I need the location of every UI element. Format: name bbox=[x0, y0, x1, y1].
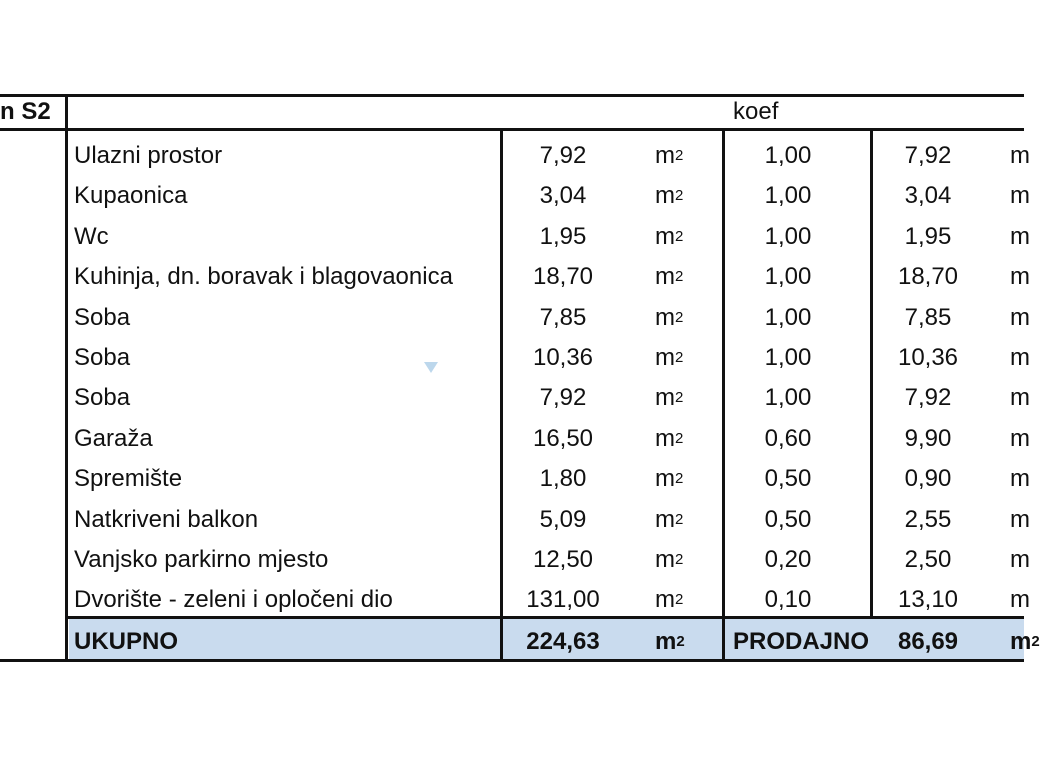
row-name: Ulazni prostor bbox=[74, 142, 223, 169]
row-net: 18,70 bbox=[897, 263, 959, 290]
row-koef: 1,00 bbox=[764, 263, 812, 290]
border-koef-col bbox=[722, 130, 725, 662]
border-bottom bbox=[0, 659, 1024, 662]
row-area: 16,50 bbox=[532, 425, 594, 452]
row-unit-1: $m^2$ bbox=[655, 425, 684, 452]
row-name: Dvorište - zeleni i opločeni dio bbox=[74, 586, 393, 613]
row-net: 1,95 bbox=[904, 223, 952, 250]
row-unit-1: $m^2$ bbox=[655, 384, 684, 411]
row-koef: 0,10 bbox=[764, 586, 812, 613]
row-area: 131,00 bbox=[526, 586, 600, 613]
row-unit-1: $m^2$ bbox=[655, 142, 684, 169]
row-unit-2: m bbox=[1010, 425, 1030, 452]
border-top bbox=[0, 94, 1024, 97]
border-net-col bbox=[870, 130, 873, 618]
row-unit-2: m bbox=[1010, 223, 1030, 250]
total-prodajno-value: 86,69 bbox=[897, 628, 959, 655]
row-unit-2: m bbox=[1010, 263, 1030, 290]
row-koef: 1,00 bbox=[764, 384, 812, 411]
row-name: Soba bbox=[74, 344, 131, 371]
row-area: 18,70 bbox=[532, 263, 594, 290]
row-unit-1: $m^2$ bbox=[655, 223, 684, 250]
row-net: 7,92 bbox=[904, 384, 952, 411]
row-name: Spremište bbox=[74, 465, 183, 492]
row-area: 7,92 bbox=[539, 142, 587, 169]
row-net: 13,10 bbox=[897, 586, 959, 613]
row-unit-2: m bbox=[1010, 586, 1030, 613]
row-net: 3,04 bbox=[904, 182, 952, 209]
row-koef: 0,50 bbox=[764, 465, 812, 492]
row-area: 10,36 bbox=[532, 344, 594, 371]
row-name: Vanjsko parkirno mjesto bbox=[74, 546, 329, 573]
total-prodajno-label: PRODAJNO bbox=[733, 628, 870, 655]
total-unit-1: $m^2$ bbox=[655, 628, 685, 655]
row-unit-2: m bbox=[1010, 304, 1030, 331]
row-net: 9,90 bbox=[904, 425, 952, 452]
row-koef: 1,00 bbox=[764, 223, 812, 250]
border-area-col bbox=[500, 130, 503, 662]
row-unit-2: m bbox=[1010, 142, 1030, 169]
row-koef: 0,60 bbox=[764, 425, 812, 452]
area-table bbox=[0, 94, 1040, 662]
row-net: 10,36 bbox=[897, 344, 959, 371]
row-unit-1: $m^2$ bbox=[655, 546, 684, 573]
row-koef: 1,00 bbox=[764, 142, 812, 169]
row-area: 7,85 bbox=[539, 304, 587, 331]
row-area: 5,09 bbox=[539, 506, 587, 533]
row-name: Kuhinja, dn. boravak i blagovaonica bbox=[74, 263, 453, 290]
row-unit-1: $m^2$ bbox=[655, 506, 684, 533]
row-koef: 0,50 bbox=[764, 506, 812, 533]
row-unit-1: $m^2$ bbox=[655, 586, 684, 613]
row-name: Soba bbox=[74, 304, 131, 331]
row-unit-2: m bbox=[1010, 546, 1030, 573]
row-unit-2: m bbox=[1010, 506, 1030, 533]
row-name: Kupaonica bbox=[74, 182, 188, 209]
row-name: Soba bbox=[74, 384, 131, 411]
row-net: 7,85 bbox=[904, 304, 952, 331]
row-net: 2,55 bbox=[904, 506, 952, 533]
border-left-col bbox=[65, 94, 68, 662]
total-ukupno-value: 224,63 bbox=[526, 628, 600, 655]
border-total-top bbox=[66, 616, 1024, 619]
row-unit-2: m bbox=[1010, 182, 1030, 209]
row-unit-1: $m^2$ bbox=[655, 344, 684, 371]
row-koef: 1,00 bbox=[764, 182, 812, 209]
row-name: Wc bbox=[74, 223, 109, 250]
row-koef: 1,00 bbox=[764, 344, 812, 371]
row-net: 0,90 bbox=[904, 465, 952, 492]
row-area: 1,95 bbox=[539, 223, 587, 250]
total-unit-2: $m^2$ bbox=[1010, 628, 1040, 655]
row-unit-1: $m^2$ bbox=[655, 263, 684, 290]
total-ukupno-label: UKUPNO bbox=[74, 628, 179, 655]
header-koef-label: koef bbox=[733, 98, 779, 125]
row-name: Garaža bbox=[74, 425, 153, 452]
row-unit-2: m bbox=[1010, 384, 1030, 411]
row-koef: 0,20 bbox=[764, 546, 812, 573]
row-area: 12,50 bbox=[532, 546, 594, 573]
row-unit-1: $m^2$ bbox=[655, 465, 684, 492]
row-net: 7,92 bbox=[904, 142, 952, 169]
row-unit-1: $m^2$ bbox=[655, 182, 684, 209]
row-net: 2,50 bbox=[904, 546, 952, 573]
row-unit-2: m bbox=[1010, 344, 1030, 371]
row-unit-1: $m^2$ bbox=[655, 304, 684, 331]
row-area: 7,92 bbox=[539, 384, 587, 411]
row-koef: 1,00 bbox=[764, 304, 812, 331]
row-name: Natkriveni balkon bbox=[74, 506, 259, 533]
watermark-triangle-icon bbox=[424, 362, 438, 373]
row-unit-2: m bbox=[1010, 465, 1030, 492]
header-left-label: n S2 bbox=[0, 98, 51, 125]
row-area: 1,80 bbox=[539, 465, 587, 492]
row-area: 3,04 bbox=[539, 182, 587, 209]
